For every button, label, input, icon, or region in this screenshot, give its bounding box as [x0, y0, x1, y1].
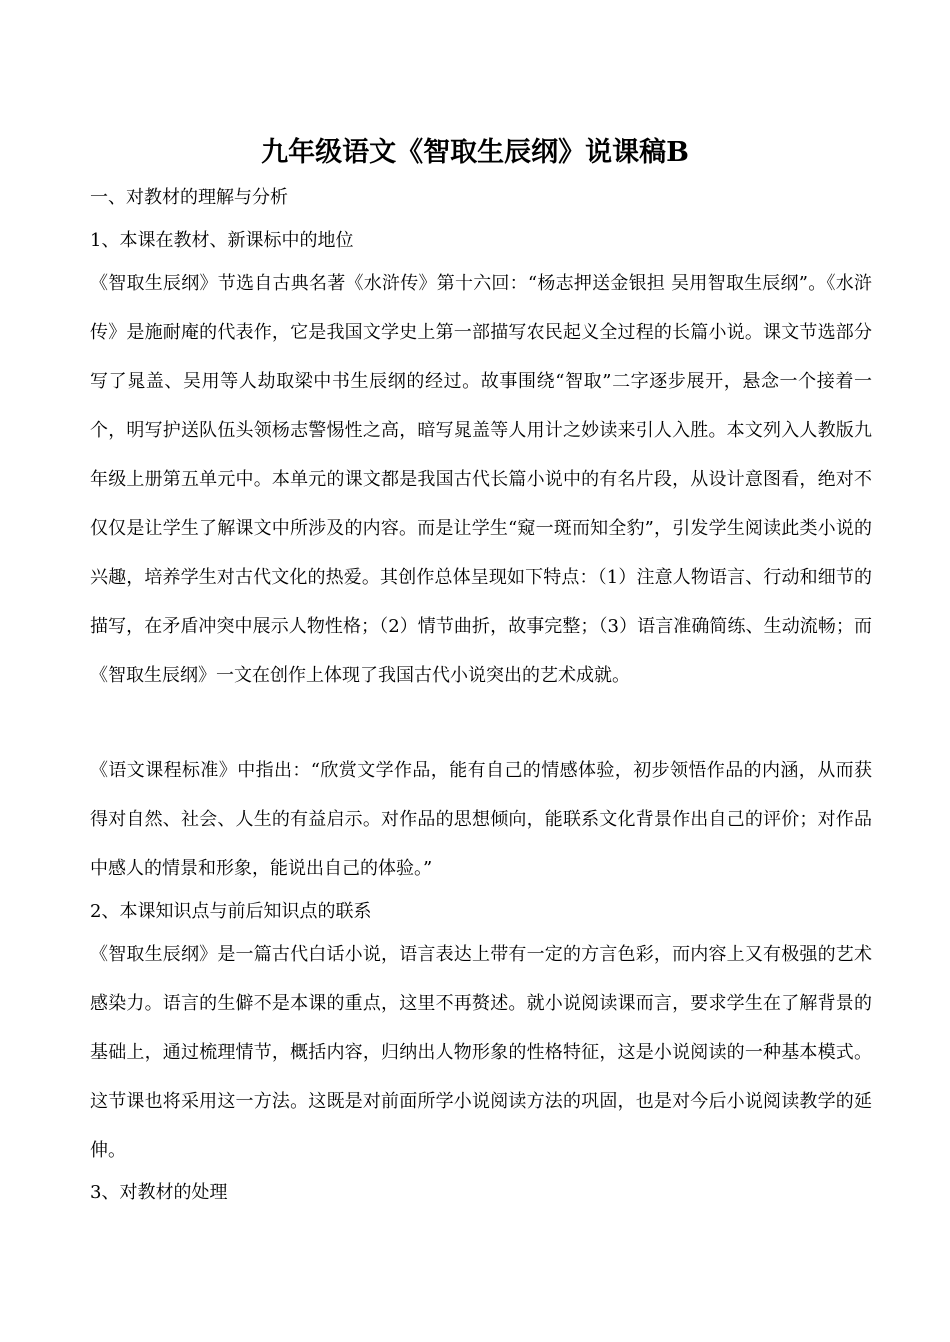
subsection-heading-3: 3、对教材的处理: [90, 1182, 228, 1203]
paragraph-status-of-lesson: 《智取生辰纲》节选自古典名著《水浒传》第十六回：“杨志押送金银担 吴用智取生辰纲”。《水浒传》是施耐庵的代表作，它是我国文学史上第一部描写农民起义全过程的长篇小说。课文节选部分写了晁盖、吴用等人劫取梁中书生辰纲的经过。故事围绕“智取”二字逐步展开，悬念一个接着一个，明写护送队伍头领杨志警惕性之高，暗写晁盖等人用计之妙读来引人入胜。本文列入人教版九年级上册第五单元中。本单元的课文都是我国古代长篇小说中的有名片段，从设计意图看，绝对不仅仅是让学生了解课文中所涉及的内容。而是让学生“窥一斑而知全豹”，引发学生阅读此类小说的兴趣，培养学生对古代文化的热爱。其创作总体呈现如下特点：（1）注意人物语言、行动和细节的描写，在矛盾冲突中展示人物性格；（2）情节曲折，故事完整；（3）语言准确简练、生动流畅；而《智取生辰纲》一文在创作上体现了我国古代小说突出的艺术成就。: [90, 273, 872, 686]
section-heading-1: 一、对教材的理解与分析: [90, 187, 288, 208]
document-title: 九年级语文《智取生辰纲》说课稿B: [261, 137, 689, 168]
subsection-heading-1: 1、本课在教材、新课标中的地位: [90, 230, 354, 251]
paragraph-curriculum-standard: 《语文课程标准》中指出：“欣赏文学作品，能有自己的情感体验，初步领悟作品的内涵，从而获得对自然、社会、人生的有益启示。对作品的思想倾向，能联系文化背景作出自己的评价；对作品中感人的情景和形象，能说出自己的体验。”: [90, 760, 872, 879]
paragraph-knowledge-links: 《智取生辰纲》是一篇古代白话小说，语言表达上带有一定的方言色彩，而内容上又有极强的艺术感染力。语言的生僻不是本课的重点，这里不再赘述。就小说阅读课而言，要求学生在了解背景的基础上，通过梳理情节，概括内容，归纳出人物形象的性格特征，这是小说阅读的一种基本模式。这节课也将采用这一方法。这既是对前面所学小说阅读方法的巩固，也是对今后小说阅读教学的延伸。: [90, 944, 872, 1161]
subsection-heading-2: 2、本课知识点与前后知识点的联系: [90, 901, 372, 922]
